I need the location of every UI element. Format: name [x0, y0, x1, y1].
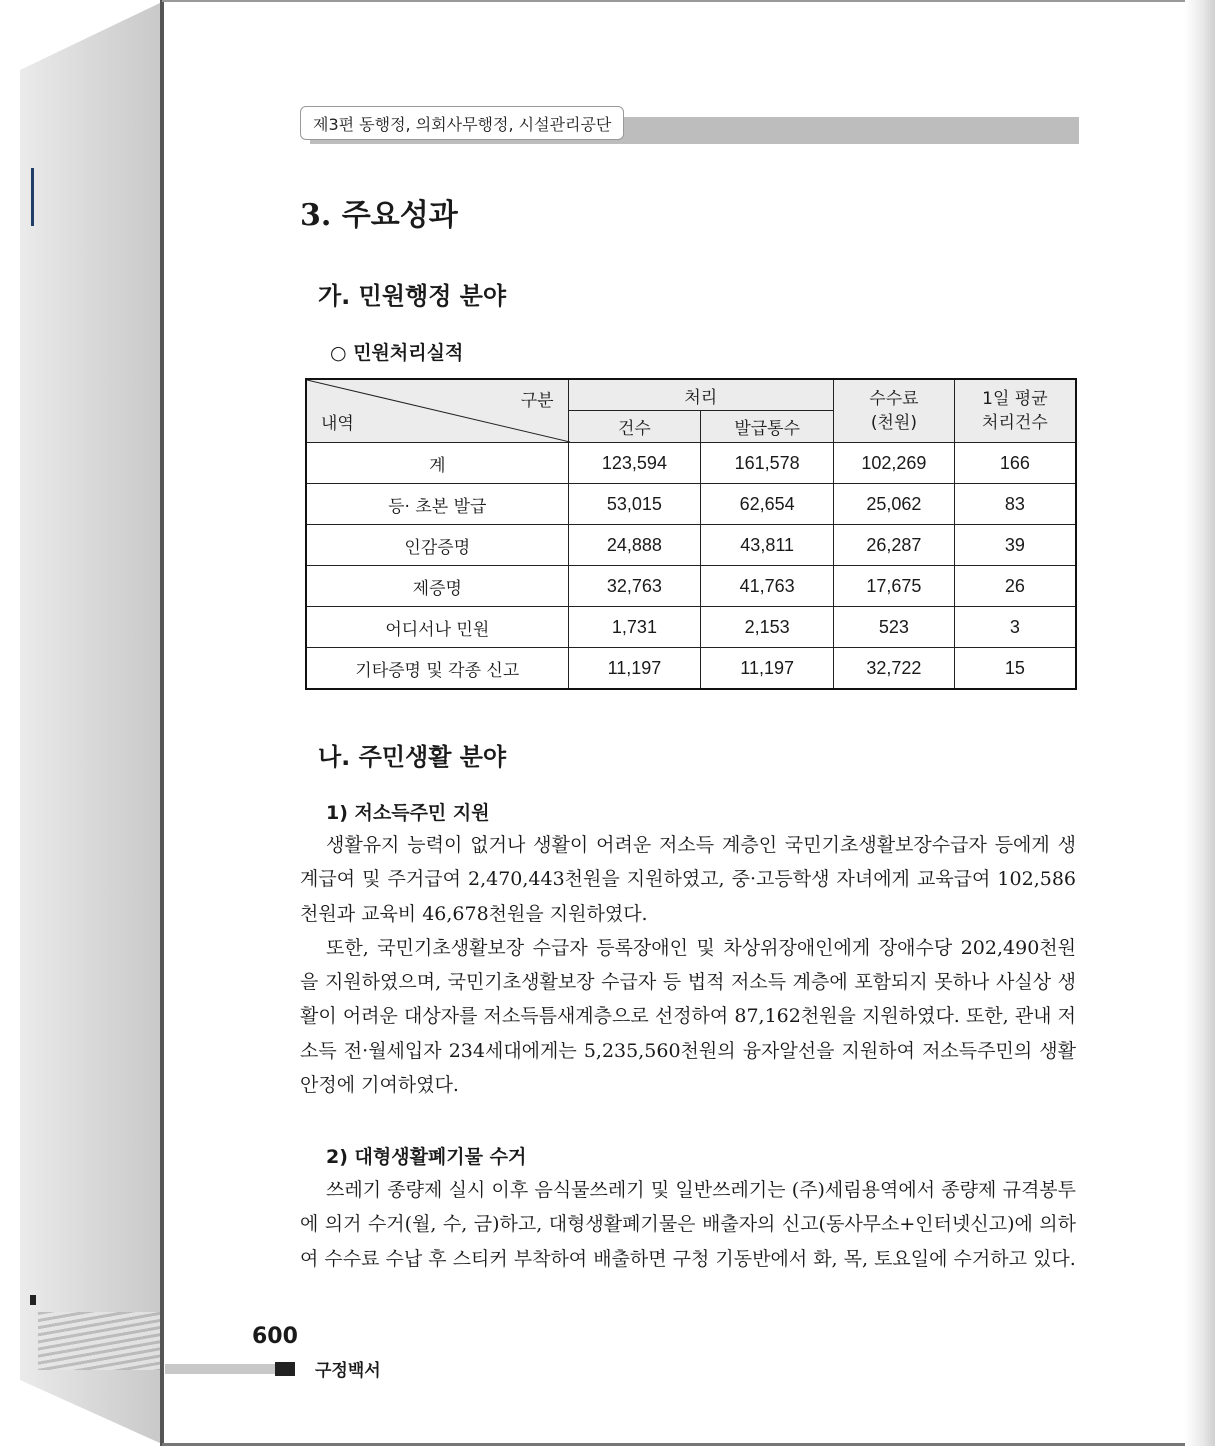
cell-daily: 26	[954, 566, 1076, 607]
subsection-2-body	[300, 1173, 1076, 1276]
cell-issued: 2,153	[701, 607, 834, 648]
row-label: 제증명	[306, 566, 568, 607]
row-label: 인감증명	[306, 525, 568, 566]
spine-marker-small	[30, 1295, 36, 1305]
cell-daily: 166	[954, 443, 1076, 484]
cell-count: 24,888	[568, 525, 701, 566]
cell-count: 32,763	[568, 566, 701, 607]
chapter-header: 제3편 동행정, 의회사무행정, 시설관리공단	[300, 106, 624, 140]
row-label: 등· 초본 발급	[306, 484, 568, 525]
cell-count: 123,594	[568, 443, 701, 484]
corner-label-detail: 내역	[321, 414, 354, 434]
header-fee: 수수료 (천원)	[834, 379, 955, 443]
section-a-subtitle: ○ 민원처리실적	[330, 342, 464, 364]
section-title: 3. 주요성과	[300, 198, 458, 233]
spine-edge	[160, 0, 164, 1446]
book-title: 구정백서	[315, 1361, 381, 1381]
table-row	[306, 484, 1076, 525]
cell-issued: 11,197	[701, 648, 834, 690]
table-row	[306, 443, 1076, 484]
table-row	[306, 525, 1076, 566]
cell-issued: 62,654	[701, 484, 834, 525]
corner-header-cell	[306, 379, 568, 443]
cell-fee: 17,675	[834, 566, 955, 607]
paragraph: 생활유지 능력이 없거나 생활이 어려운 저소득 계층인 국민기초생활보장수급자 등에게 생계급여 및 주거급여 2,470,443천원을 지원하였고, 중·고등학생 자녀에게 교육급여 102,586천원과 교육비 46,678천원을 지원하였다.	[300, 834, 1076, 925]
section-b-title: 나. 주민생활 분야	[318, 743, 507, 771]
spine-stripes	[38, 1312, 163, 1370]
paragraph: 쓰레기 종량제 실시 이후 음식물쓰레기 및 일반쓰레기는 (주)세림용역에서 종량제 규격봉투에 의거 수거(월, 수, 금)하고, 대형생활폐기물은 배출자의 신고(동사무소+인터넷신고)에 의하여 수수료 수납 후 스티커 부착하여 배출하면 구청 기동반에서 화, 목, 토요일에 수거하고 있다.	[300, 1179, 1076, 1270]
cell-fee: 25,062	[834, 484, 955, 525]
cell-issued: 43,811	[701, 525, 834, 566]
spine-marker	[31, 168, 34, 226]
page-top-edge	[162, 0, 1215, 2]
corner-label-category: 구분	[520, 391, 554, 411]
footer-block	[275, 1362, 295, 1376]
table-row	[306, 648, 1076, 690]
subsection-1-body	[300, 828, 1076, 1102]
cell-fee: 102,269	[834, 443, 955, 484]
table-row	[306, 566, 1076, 607]
row-label: 어디서나 민원	[306, 607, 568, 648]
cell-daily: 3	[954, 607, 1076, 648]
table-row	[306, 607, 1076, 648]
cell-fee: 26,287	[834, 525, 955, 566]
cell-count: 53,015	[568, 484, 701, 525]
page-number: 600	[252, 1324, 298, 1349]
paragraph: 또한, 국민기초생활보장 수급자 등록장애인 및 차상위장애인에게 장애수당 202,490천원을 지원하였으며, 국민기초생활보장 수급자 등 법적 저소득 계층에 포함되지 못하나 사실상 생활이 어려운 대상자를 저소득틈새계층으로 선정하여 87,162천원을 지원하였다. 또한, 관내 저소득 전·월세입자 234세대에게는 5,235,560천원의 융자알선을 지원하여 저소득주민의 생활안정에 기여하였다.	[300, 936, 1076, 1097]
header-processing: 처리	[568, 379, 833, 411]
cell-count: 11,197	[568, 648, 701, 690]
header-daily-average: 1일 평균 처리건수	[954, 379, 1076, 443]
header-issued: 발급통수	[701, 411, 834, 443]
footer-bar	[165, 1364, 275, 1374]
page-right-shadow	[1185, 0, 1215, 1446]
cell-daily: 39	[954, 525, 1076, 566]
cell-fee: 32,722	[834, 648, 955, 690]
row-label: 기타증명 및 각종 신고	[306, 648, 568, 690]
cell-daily: 83	[954, 484, 1076, 525]
section-a-title: 가. 민원행정 분야	[318, 282, 507, 310]
book-spine	[0, 0, 165, 1446]
subsection-1-title: 1) 저소득주민 지원	[326, 802, 490, 824]
header-count: 건수	[568, 411, 701, 443]
cell-daily: 15	[954, 648, 1076, 690]
row-label: 계	[306, 443, 568, 484]
cell-fee: 523	[834, 607, 955, 648]
subsection-2-title: 2) 대형생활폐기물 수거	[326, 1146, 527, 1168]
cell-count: 1,731	[568, 607, 701, 648]
civil-affairs-table	[305, 378, 1077, 690]
cell-issued: 41,763	[701, 566, 834, 607]
cell-issued: 161,578	[701, 443, 834, 484]
